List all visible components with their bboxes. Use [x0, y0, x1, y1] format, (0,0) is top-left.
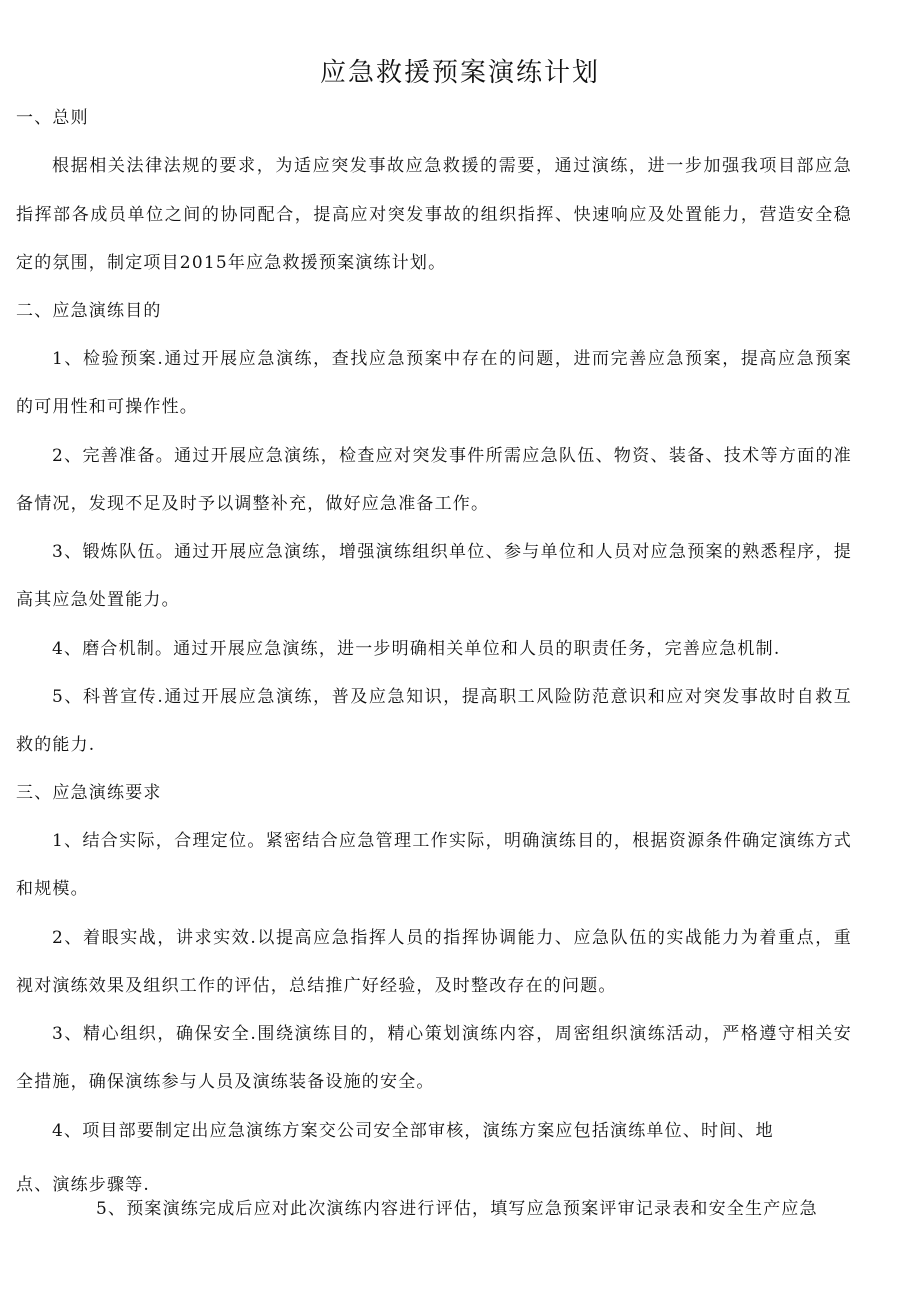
- paragraph-line: 的可用性和可操作性。: [16, 397, 198, 417]
- page-title: 应急救援预案演练计划: [319, 58, 600, 88]
- paragraph-line: 定的氛围，制定项目2015年应急救援预案演练计划。: [16, 253, 447, 273]
- paragraph-line: 1、检验预案.通过开展应急演练，查找应急预案中存在的问题，进而完善应急预案，提高应急预案: [52, 349, 852, 369]
- paragraph-line: 3、精心组织，确保安全.围绕演练目的，精心策划演练内容，周密组织演练活动，严格遵守相关安: [52, 1024, 852, 1044]
- paragraph-line: 1、结合实际，合理定位。紧密结合应急管理工作实际，明确演练目的，根据资源条件确定演练方式: [52, 831, 852, 851]
- paragraph-line: 3、锻炼队伍。通过开展应急演练，增强演练组织单位、参与单位和人员对应急预案的熟悉程序，提: [52, 542, 852, 562]
- paragraph-line: 2、完善准备。通过开展应急演练，检查应对突发事件所需应急队伍、物资、装备、技术等方面的准: [52, 446, 852, 466]
- paragraph-line: 4、磨合机制。通过开展应急演练，进一步明确相关单位和人员的职责任务，完善应急机制.: [52, 639, 781, 659]
- paragraph-line: 指挥部各成员单位之间的协同配合，提高应对突发事故的组织指挥、快速响应及处置能力，营造安全稳: [16, 205, 852, 225]
- paragraph-line: 根据相关法律法规的要求，为适应突发事故应急救援的需要，通过演练，进一步加强我项目部应急: [52, 156, 852, 176]
- paragraph-line: 全措施，确保演练参与人员及演练装备设施的安全。: [16, 1072, 435, 1092]
- paragraph-line: 高其应急处置能力。: [16, 590, 180, 610]
- section-heading: 一、总则: [16, 108, 89, 128]
- section-heading: 二、应急演练目的: [16, 301, 162, 321]
- paragraph-line: 视对演练效果及组织工作的评估，总结推广好经验，及时整改存在的问题。: [16, 976, 617, 996]
- paragraph-line: 备情况，发现不足及时予以调整补充，做好应急准备工作。: [16, 494, 490, 514]
- paragraph-line: 救的能力.: [16, 735, 96, 755]
- section-heading: 三、应急演练要求: [16, 783, 162, 803]
- paragraph-line: 点、演练步骤等.: [16, 1175, 151, 1195]
- paragraph-line: 5、预案演练完成后应对此次演练内容进行评估，填写应急预案评审记录表和安全生产应急: [96, 1199, 818, 1219]
- paragraph-line: 4、项目部要制定出应急演练方案交公司安全部审核，演练方案应包括演练单位、时间、地: [52, 1121, 774, 1141]
- paragraph-line: 2、着眼实战，讲求实效.以提高应急指挥人员的指挥协调能力、应急队伍的实战能力为着重点，重: [52, 928, 852, 948]
- paragraph-line: 5、科普宣传.通过开展应急演练，普及应急知识，提高职工风险防范意识和应对突发事故时自救互: [52, 687, 852, 707]
- paragraph-line: 和规模。: [16, 879, 89, 899]
